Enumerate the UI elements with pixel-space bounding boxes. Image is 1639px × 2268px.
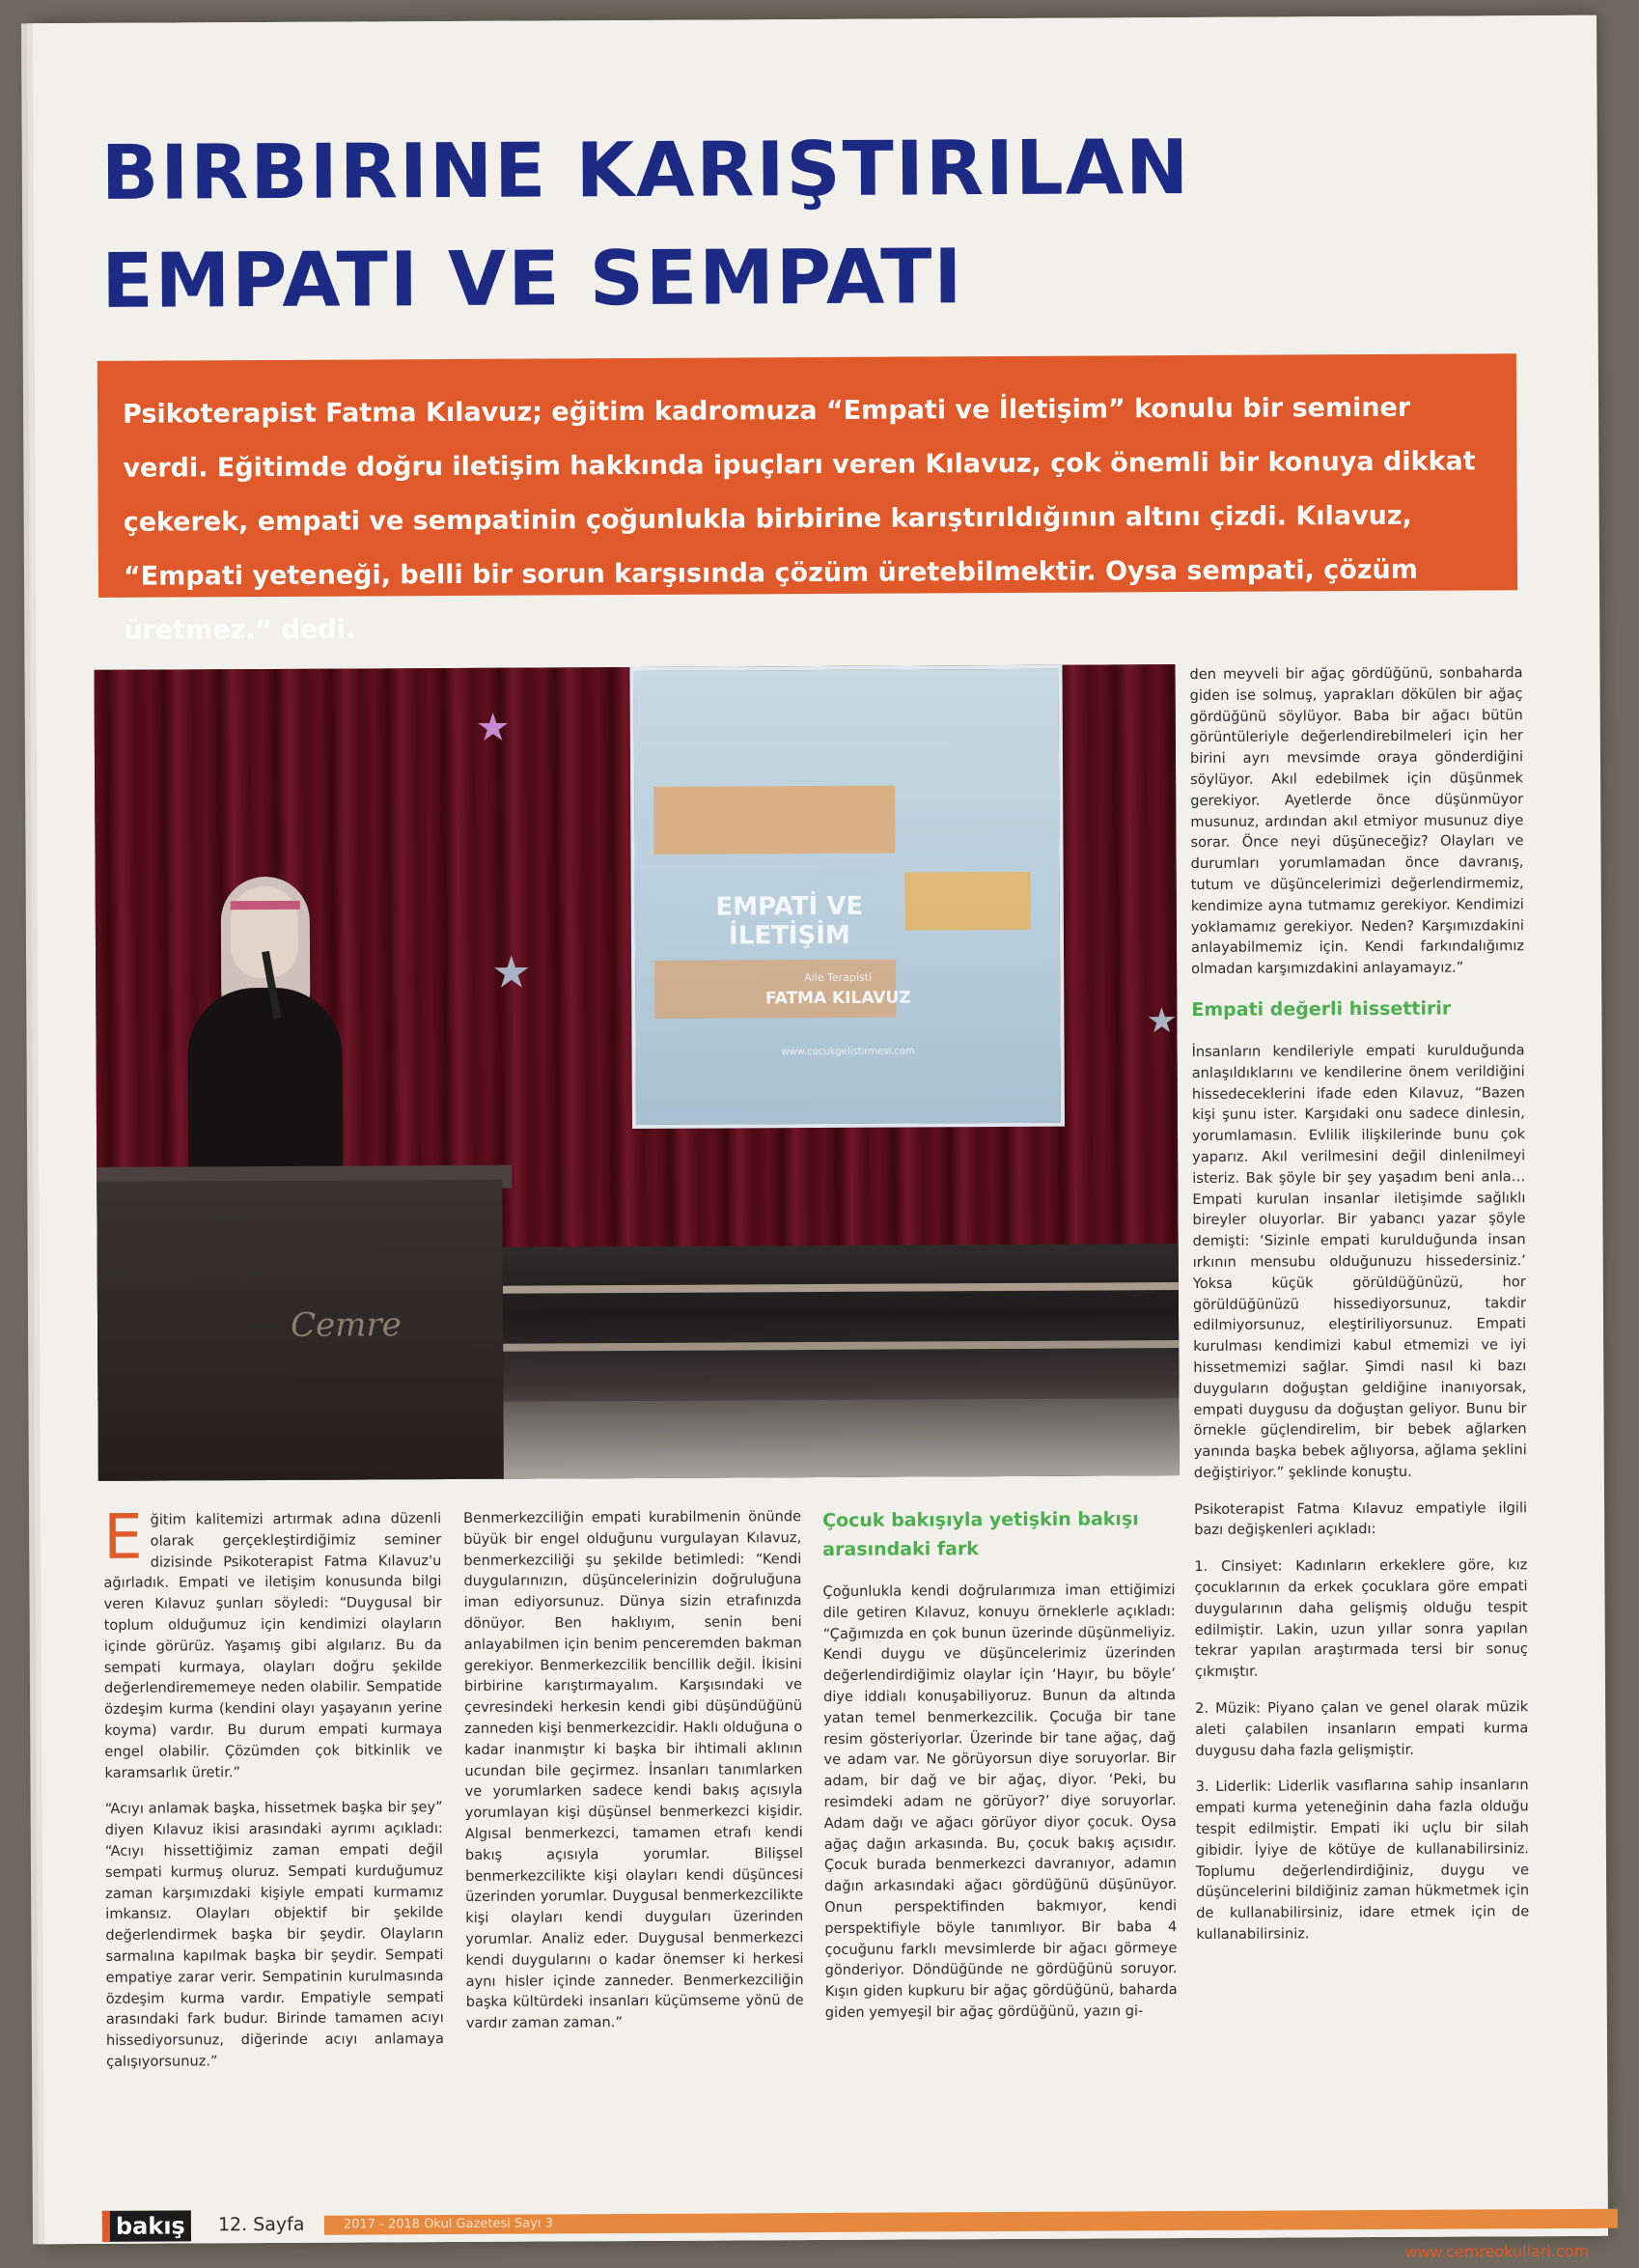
newspaper-logo — [102, 2210, 191, 2241]
newspaper-page — [33, 15, 1608, 2261]
paragraph: 1. Cinsiyet: Kadınların erkeklere göre, kız çocuklarının da erkek çocuklara göre empati duygularının daha gelişmiş olduğu tespit edilmiştir. Lakin, uzun yıllar sonra yapılan tekrar yapılan araştırmada tersi bir sonuç çıkmıştır. — [1194, 1556, 1528, 1681]
logo-text: bakış — [115, 2212, 185, 2240]
page-number: 12. Sayfa — [217, 2213, 305, 2236]
page-footer — [83, 2199, 1627, 2261]
column-1 — [103, 1501, 444, 2088]
slide-speaker: FATMA KILAVUZ — [764, 988, 911, 1009]
issue-label: 2017 - 2018 Okul Gazetesi Sayı 3 — [343, 2216, 553, 2232]
title-line-1: BIRBIRINE KARIŞTIRILAN — [100, 124, 1191, 217]
title-line-2: EMPATI VE SEMPATI — [101, 234, 964, 325]
paragraph — [103, 1501, 443, 1783]
subheading: Empati değerli hissettirir — [1191, 997, 1452, 1021]
lead-box — [97, 353, 1517, 646]
slide-url: www.cocukgelistirmesi.com — [781, 1046, 915, 1058]
star-decoration: ★ — [490, 945, 532, 998]
star-decoration-pink: ★ — [475, 705, 511, 750]
slide-title: EMPATİ VE İLETİŞİM — [715, 891, 864, 951]
slide-role: Aile Terapisti — [804, 970, 873, 985]
article-title — [101, 113, 1357, 336]
paragraph-text: ğitim kalitemizi artırmak adına düzenli olarak gerçekleştirdiğimiz seminer dizisinde Psikoterapist Fatma Kılavuz'u ağırladık. Empati ve iletişim konusunda bilgi veren Kılavuz şunları söyledi: “Duygusal bir toplum olduğumuz için kendimizi olayların içinde görürüz. Yaşamış gibi algılarız. Bu da sempati kurmaya, olayları doğru şekilde değerlendirememeye neden olabilir. Sempatide özdeşim kurma (kendini olayı yaşayanın yerine koyma) vardır. Bu durum empati kurmaya engel olabilir. Çözümden çok bitkinlik ve karamsarlık üretir.” — [103, 1510, 443, 1781]
lead-text: Psikoterapist Fatma Kılavuz; eğitim kadromuza “Empati ve İletişim” konulu bir seminer verdi. Eğitimde doğru iletişim hakkında ipuçları veren Kılavuz, çok önemli bir konuya dikkat çekerek, empati ve sempatinin çoğunlukla birbirine karıştırıldığının altını çizdi. Kılavuz, “Empati yeteneği, belli bir sorun karşısında çözüm üretebilmektir. Oysa sempati, çözüm üretmez.” dedi. — [123, 392, 1476, 646]
paragraph: İnsanların kendileriyle empati kurulduğunda anlaşıldıklarını ve kendilerine önem verildiğini hissedeceklerini ifade eden Kılavuz, “Bazen kişi şunu ister. Karşıdaki onu sadece dinlesin, yorumlamasın. Evlilik ilişkilerinde bunu çok yaparız. Akıl verilmesini değil dinlenilmeyi isteriz. Bak şöyle bir şey yaşadım beni anla… Empati kurulan insanlar iletişimde sağlıklı bireyler oluyorlar. Bir yabancı yazar şöyle demişti: ‘Sizinle empati kurulduğunda insan ırkının mensubu olduğunuzu hissedersiniz.’ Yoksa küçük görüldüğünüzü, hor görüldüğünüzü hissediyorsunuz, takdir edilmiyorsunuz, eleştiriliyorsunuz. Empati kurulması kendimizi kabul etmemizi ve iyi hissetmemizi sağlar. Şimdi nasıl ki bazı duyguların doğuştan geldiğine inanıyorsak, empati duygusu da doğuştan geliyor. Bunu bir örnekle güçlendirelim, bir bebek ağlarken yanında başka bebek ağlıyorsa, ağlama şeklini değiştiriyor.” şeklinde konuştu. — [1191, 1042, 1527, 1481]
column-4-top — [1189, 662, 1529, 1961]
paragraph: Çoğunlukla kendi doğrularımıza iman ettiğimizi dile getiren Kılavuz, konuyu örneklerle açıkladı: “Çağımızda en çok bunun üzerinde düşünmeliyiz. Kendi duygu ve düşüncelerimiz üzerinden değerlendirdiğimiz olaylar için ‘Hayır, bu böyle’ diye iddialı konuşabiliyoruz. Bunun da altında yatan temel benmerkezcilik. Çocuğa bir tane resim gösteriyorlar. Üzerinde bir tane ağaç, dağ ve adam var. Ne görüyorsun diye soruyorlar. Bir adam, bir dağ ve bir ağaç, diyor. ‘Peki, bu resimdeki adam ne görüyor?’ diye soruyorlar. Adam dağı ve ağacı görüyor diyor çocuk. Oysa ağaç dağın arkasında. Bu, çocuk bakış açısıdır. Çocuk burada benmerkezci davranıyor, adamın dağın arkasındaki ağacı gördüğünü düşünüyor. Onun perspektifinden bakmıyor, kendi perspektifiyle böyle tanımlıyor. Bir baba 4 çocuğunu farklı mevsimlerde bir ağacı görmeye gönderiyor. Döndüğünde ne gördüğünü soruyor. Kışın giden kupkuru bir ağaç gördüğünü, baharda giden yemyeşil bir ağaç gördüğünü, yazın gi- — [822, 1582, 1178, 2021]
subheading: Çocuk bakışıyla yetişkin bakışı arasındaki fark — [822, 1508, 1139, 1560]
paragraph: Benmerkezciliğin empati kurabilmenin önünde büyük bir engel olduğunu vurgulayan Kılavuz, benmerkezciliği şu şekilde betimledi: “Kendi duygularınızın, düşüncelerinizin doğruluğuna iman ediyorsunuz. Dünya sizin etrafınızda dönüyor. Ben haklıyım, senin beni anlayabilmen için benim penceremden bakman gerekiyor. Benmerkezcilik bencillik değil. İkisini birbirine karıştırmayalım. Karşısındaki ve çevresindeki herkesin kendi gibi düşündüğünü zanneden kişi benmerkezcidir. Haklı olduğuna o kadar inanmıştır ki başka bir ihtimali aklının ucundan bile geçirmez. İnsanları tanımlarken ve yorumlarken sadece kendi bakış açısıyla yorumlayan kişi düşünsel benmerkezci kişidir. Algısal benmerkezci, tamamen etrafı kendi bakış açısıyla yorumlar. Bilişsel benmerkezcilikte kişi olayları kendi düşüncesi üzerinden yorumlar. Duygusal benmerkezcilikte kişi olayları kendi duyguları üzerinden yorumlar. Analiz eder. Duygusal benmerkezci kendi duygularını o kadar önemser ki herkesi aynı hisler içinde zanneder. Benmerkezciliğin başka kültürdeki insanları küçümseme yönü de vardır zaman zaman.” — [463, 1508, 804, 2032]
paragraph: 3. Liderlik: Liderlik vasıflarına sahip insanların empati kurma yeteneğinin daha fazla olduğu tespit edilmiştir. Empati iki uçlu bir silah gibidir. İyiye de kötüye de kullanabilirsiniz. Toplumu değerlendirdiğiniz, duygu ve düşüncelerini bildiğiniz zaman hükmetmek için de kullanabilirsiniz, idare etmek için de kullanabilirsiniz. — [1195, 1777, 1530, 1944]
slide-accent-band — [905, 872, 1031, 931]
column-3 — [822, 1504, 1178, 2039]
paragraph: Psikoterapist Fatma Kılavuz empatiyle ilgili bazı değişkenleri açıkladı: — [1194, 1498, 1528, 1539]
paragraph: “Acıyı anlamak başka, hissetmek başka bir şey” diyen Kılavuz ikisi arasındaki ayrımı açıkladı: “Acıyı hissettiğimiz zaman empati değil sempati kurmuş oluruz. Sempati kurduğumuz zaman karşımızdaki kişiyle empati kurmamız imkansız. Olayları objektif bir şekilde değerlendirmek başka bir şeydir. Olayların sarmalına kapılmak başka bir şeydir. Sempati empatiye zarar verir. Sempatinin kurulmasında özdeşim kurma vardır. Empatiyle sempati arasındaki fark budur. Birinde tamamen acıyı hissediyorsunuz, diğerinde acıyı anlamaya çalışıyorsunuz.” — [104, 1799, 444, 2070]
podium-logo: Cemre — [290, 1305, 402, 1345]
speaker-body — [187, 988, 343, 1191]
paragraph: den meyveli bir ağaç gördüğünü, sonbaharda giden ise solmuş, yaprakları dökülen bir ağaç gördüğünü söylüyor. Baba bir ağacı bütün görüntüleriyle değerlendirebilmeleri için her birini ayrı mevsimde oraya gönderdiğini söylüyor. Akıl edebilmek için düşünmek gerekiyor. Ayetlerde önce düşünmüyor musunuz, ardından akıl etmiyor musunuz diye sorar. Önce neyi düşüneceğiz? Olayları ve durumları yorumlamadan önce davranış, tutum ve düşüncelerimizi değerlendirmemiz, kendimize ayna tutmamız gerekiyor. Kendimizi yoklamamız gerekiyor. Neden? Karşımızdakini anlayabilmemiz için. Kendi farkındalığımız olmadan karşımızdakini anlayamayız.” — [1189, 664, 1525, 978]
drop-cap: E — [103, 1501, 143, 1574]
projection-screen — [629, 665, 1064, 1129]
paragraph: 2. Müzik: Piyano çalan ve genel olarak müzik aleti çalabilen insanların empati kurma duygusu daha fazla gelişmiştir. — [1195, 1698, 1529, 1759]
speaker-headband — [231, 901, 300, 910]
star-decoration: ★ — [1146, 1001, 1178, 1042]
slide-photo-band — [653, 786, 895, 854]
website-url: www.cemreokullari.com — [1404, 2241, 1590, 2261]
column-2 — [463, 1506, 804, 2050]
seminar-photo — [94, 664, 1179, 1481]
